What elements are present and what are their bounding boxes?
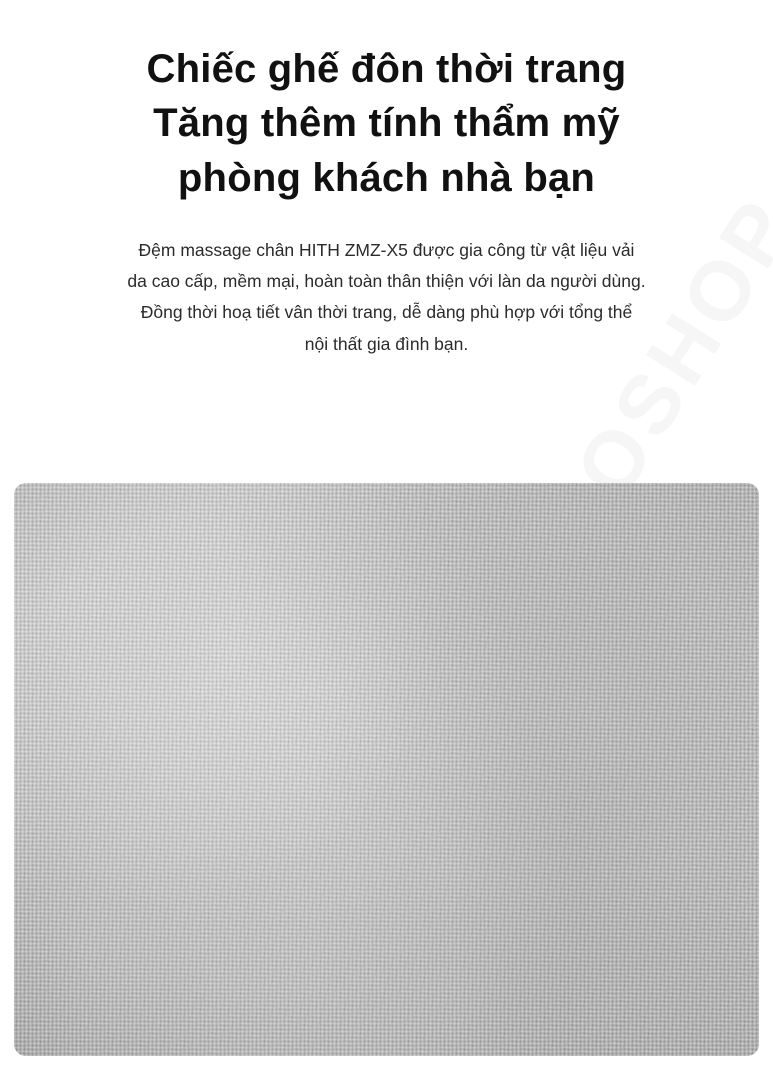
page-description-line-4: nội thất gia đình bạn. [304,333,469,354]
page-title [0,0,773,205]
page-title-line-3: phòng khách nhà bạn [177,155,596,200]
page-description [0,205,773,360]
product-image-container [14,483,759,1056]
page-description-line-2: da cao cấp, mềm mại, hoàn toàn thân thiện với làn da người dùng. [127,271,646,292]
fabric-texture-image [14,483,759,1056]
image-vignette [14,483,759,1056]
page-description-line-1: Đệm massage chân HITH ZMZ-X5 được gia công từ vật liệu vải [138,240,635,261]
page-description-line-3: Đồng thời hoạ tiết vân thời trang, dễ dàng phù hợp với tổng thể [140,302,633,323]
page-title-line-1: Chiếc ghế đôn thời trang [146,47,627,91]
page-title-line-2: Tăng thêm tính thẩm mỹ [153,101,620,146]
